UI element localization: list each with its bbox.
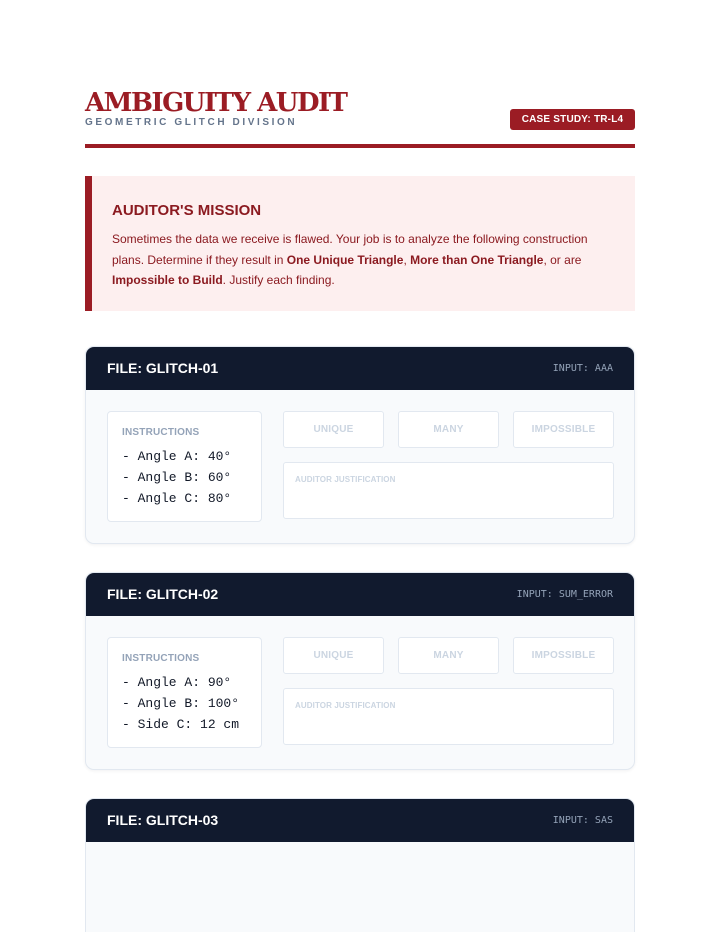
- justification-field[interactable]: [283, 688, 614, 745]
- mission-title: AUDITOR'S MISSION: [112, 202, 262, 219]
- instruction-item: - Angle A: 40°: [122, 449, 232, 464]
- file-card-glitch-02: [85, 572, 635, 770]
- instruction-item: - Angle C: 80°: [122, 491, 232, 506]
- mission-text: [112, 229, 622, 291]
- file-header: [86, 799, 634, 842]
- instruction-item: - Angle B: 100°: [122, 696, 240, 711]
- worksheet-page: [85, 0, 635, 932]
- instructions-label: INSTRUCTIONS: [122, 653, 200, 664]
- file-header: [86, 347, 634, 390]
- page-subtitle: GEOMETRIC GLITCH DIVISION: [85, 117, 298, 128]
- mission-text-part: . Justify each finding.: [222, 273, 335, 287]
- instructions-box: [107, 637, 262, 748]
- justification-label: AUDITOR JUSTIFICATION: [295, 701, 396, 710]
- option-unique-button[interactable]: UNIQUE: [283, 637, 384, 674]
- file-title: FILE: GLITCH-03: [107, 812, 219, 828]
- instructions-label: INSTRUCTIONS: [122, 427, 200, 438]
- instruction-item: - Angle A: 90°: [122, 675, 232, 690]
- mission-separator: , or are: [543, 252, 582, 267]
- file-header: [86, 573, 634, 616]
- file-input-tag: INPUT: SAS: [552, 815, 613, 826]
- instructions-list: [122, 446, 231, 509]
- option-impossible-button[interactable]: IMPOSSIBLE: [513, 411, 614, 448]
- mission-option-impossible: Impossible to Build: [112, 273, 223, 287]
- file-title: FILE: GLITCH-01: [107, 360, 219, 376]
- file-card-glitch-01: [85, 346, 635, 544]
- option-unique-button[interactable]: UNIQUE: [283, 411, 384, 448]
- case-study-badge: CASE STUDY: TR-L4: [510, 109, 635, 130]
- option-many-button[interactable]: MANY: [398, 411, 499, 448]
- page-title: AMBIGUITY AUDIT: [85, 88, 347, 118]
- file-input-tag: INPUT: SUM_ERROR: [516, 589, 613, 600]
- file-input-tag: INPUT: AAA: [552, 363, 613, 374]
- justification-field[interactable]: [283, 462, 614, 519]
- mission-option-many: More than One Triangle: [410, 252, 544, 267]
- mission-panel: [85, 176, 635, 311]
- instruction-item: - Side C: 12 cm: [122, 717, 240, 732]
- instructions-box: [107, 411, 262, 522]
- mission-text-part: Sometimes the data we receive is flawed. Your job is to analyze the following construction plans. Determine if they result in: [112, 232, 588, 267]
- instructions-list: [122, 672, 239, 735]
- page-header: [85, 86, 635, 148]
- mission-separator: ,: [403, 252, 411, 267]
- option-many-button[interactable]: MANY: [398, 637, 499, 674]
- instruction-item: - Angle B: 60°: [122, 470, 232, 485]
- file-card-glitch-03: [85, 798, 635, 932]
- mission-option-unique: One Unique Triangle: [286, 252, 404, 267]
- justification-label: AUDITOR JUSTIFICATION: [295, 475, 396, 484]
- file-title: FILE: GLITCH-02: [107, 586, 219, 602]
- option-impossible-button[interactable]: IMPOSSIBLE: [513, 637, 614, 674]
